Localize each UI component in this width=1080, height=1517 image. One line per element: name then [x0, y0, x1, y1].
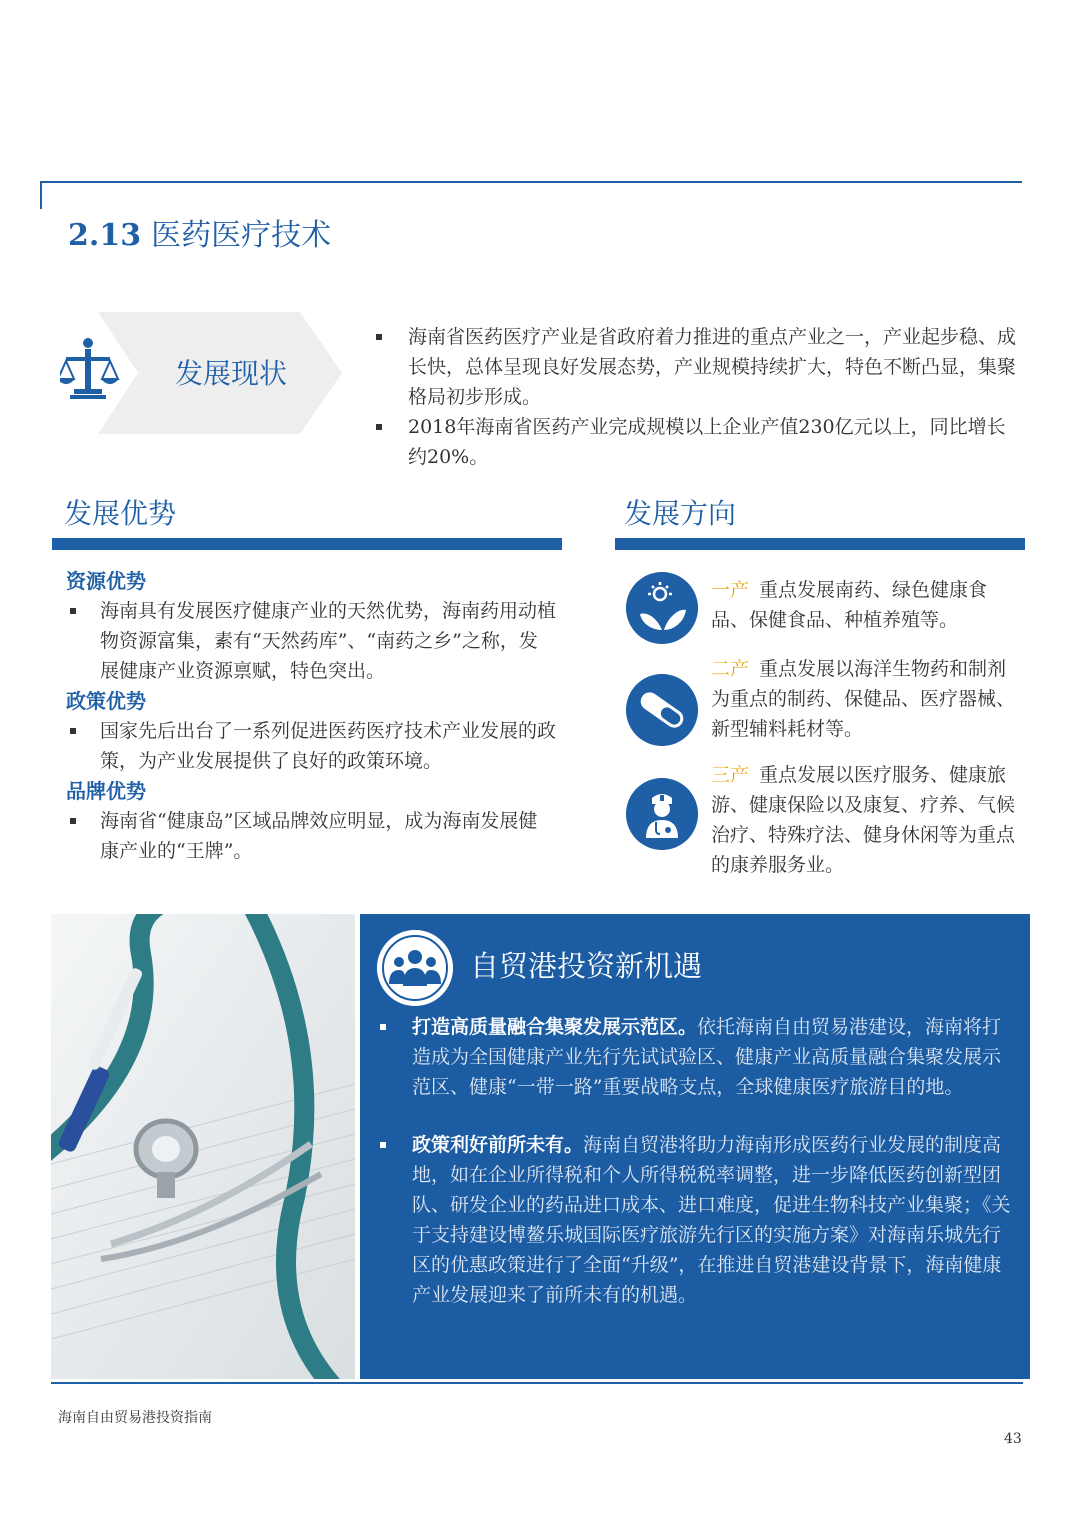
opportunity-list: [376, 1012, 1012, 1338]
advantages-bar: [52, 538, 562, 550]
direction-text: 重点发展南药、绿色健康食品、保健食品、种植养殖等。: [711, 579, 988, 631]
direction-item-primary: [711, 575, 1021, 635]
pill-icon: [626, 674, 698, 746]
footer-title: 海南自由贸易港投资指南: [58, 1410, 212, 1426]
scales-icon: [60, 338, 119, 399]
advantage-head-policy: 政策优势: [66, 689, 146, 713]
advantage-item: 海南省“健康岛”区域品牌效应明显，成为海南发展健康产业的“王牌”。: [66, 806, 556, 866]
advantage-head-brand: 品牌优势: [66, 779, 146, 803]
stethoscope-photo: [51, 914, 355, 1379]
advantage-item: 海南具有发展医疗健康产业的天然优势，海南药用动植物资源富集，素有“天然药库”、“南药之乡”之称，发展健康产业资源禀赋，特色突出。: [66, 596, 556, 686]
status-list: [372, 322, 1017, 472]
opportunity-item: [376, 1012, 1012, 1102]
section-number: 2.13: [68, 218, 142, 253]
advantage-head-resource: 资源优势: [66, 569, 146, 593]
directions-bar: [615, 538, 1025, 550]
advantages-title: 发展优势: [64, 497, 177, 530]
opportunity-text: 海南自贸港将助力海南形成医药行业发展的制度高地，如在企业所得税和个人所得税税率调整，进一步降低医药创新型团队、研发企业的药品进口成本、进口难度，促进生物科技产业集聚；《关于支持建设博鳌乐城国际医疗旅游先行区的实施方案》对海南乐城先行区的优惠政策进行了全面“升级”，在推进自贸港建设背景下，海南健康产业发展迎来了前所未有的机遇。: [412, 1134, 1011, 1306]
header-rule-tick: [40, 181, 42, 209]
status-item: 海南省医药医疗产业是省政府着力推进的重点产业之一，产业起步稳、成长快，总体呈现良好发展态势，产业规模持续扩大，特色不断凸显，集聚格局初步形成。: [372, 322, 1017, 412]
header-rule: [40, 181, 1022, 183]
direction-item-tertiary: [711, 760, 1021, 880]
advantages-content: [66, 566, 556, 866]
opportunity-text: 依托海南自由贸易港建设，海南将打造成为全国健康产业先行先试试验区、健康产业高质量融合集聚发展示范区、健康“一带一路”重要战略支点，全球健康医疗旅游目的地。: [412, 1016, 1002, 1098]
opportunity-lead: 打造高质量融合集聚发展示范区。: [412, 1016, 698, 1038]
directions-title: 发展方向: [624, 497, 737, 530]
opportunity-item: [376, 1130, 1012, 1310]
opportunity-title: 自贸港投资新机遇: [470, 949, 703, 983]
status-item: 2018年海南省医药产业完成规模以上企业产值230亿元以上，同比增长约20%。: [372, 412, 1017, 472]
page-number: 43: [1004, 1431, 1022, 1447]
advantage-list: [66, 716, 556, 776]
direction-item-secondary: [711, 654, 1021, 744]
direction-label: 三产: [711, 764, 750, 786]
opportunity-lead: 政策利好前所未有。: [412, 1134, 584, 1156]
doctor-icon: [626, 778, 698, 850]
direction-label: 一产: [711, 579, 750, 601]
section-name: 医药医疗技术: [151, 218, 332, 253]
people-group-icon: [377, 930, 453, 1006]
status-label: 发展现状: [175, 357, 288, 390]
advantage-list: [66, 596, 556, 686]
direction-text: 重点发展以医疗服务、健康旅游、健康保险以及康复、疗养、气候治疗、特殊疗法、健身休闲等为重点的康养服务业。: [711, 764, 1016, 876]
direction-label: 二产: [711, 658, 750, 680]
section-title: [68, 210, 331, 254]
advantage-list: [66, 806, 556, 866]
advantage-item: 国家先后出台了一系列促进医药医疗技术产业发展的政策，为产业发展提供了良好的政策环境。: [66, 716, 556, 776]
direction-text: 重点发展以海洋生物药和制剂为重点的制药、保健品、医疗器械、新型辅料耗材等。: [711, 658, 1016, 740]
plant-sun-icon: [626, 572, 698, 644]
footer-rule: [51, 1382, 1023, 1384]
